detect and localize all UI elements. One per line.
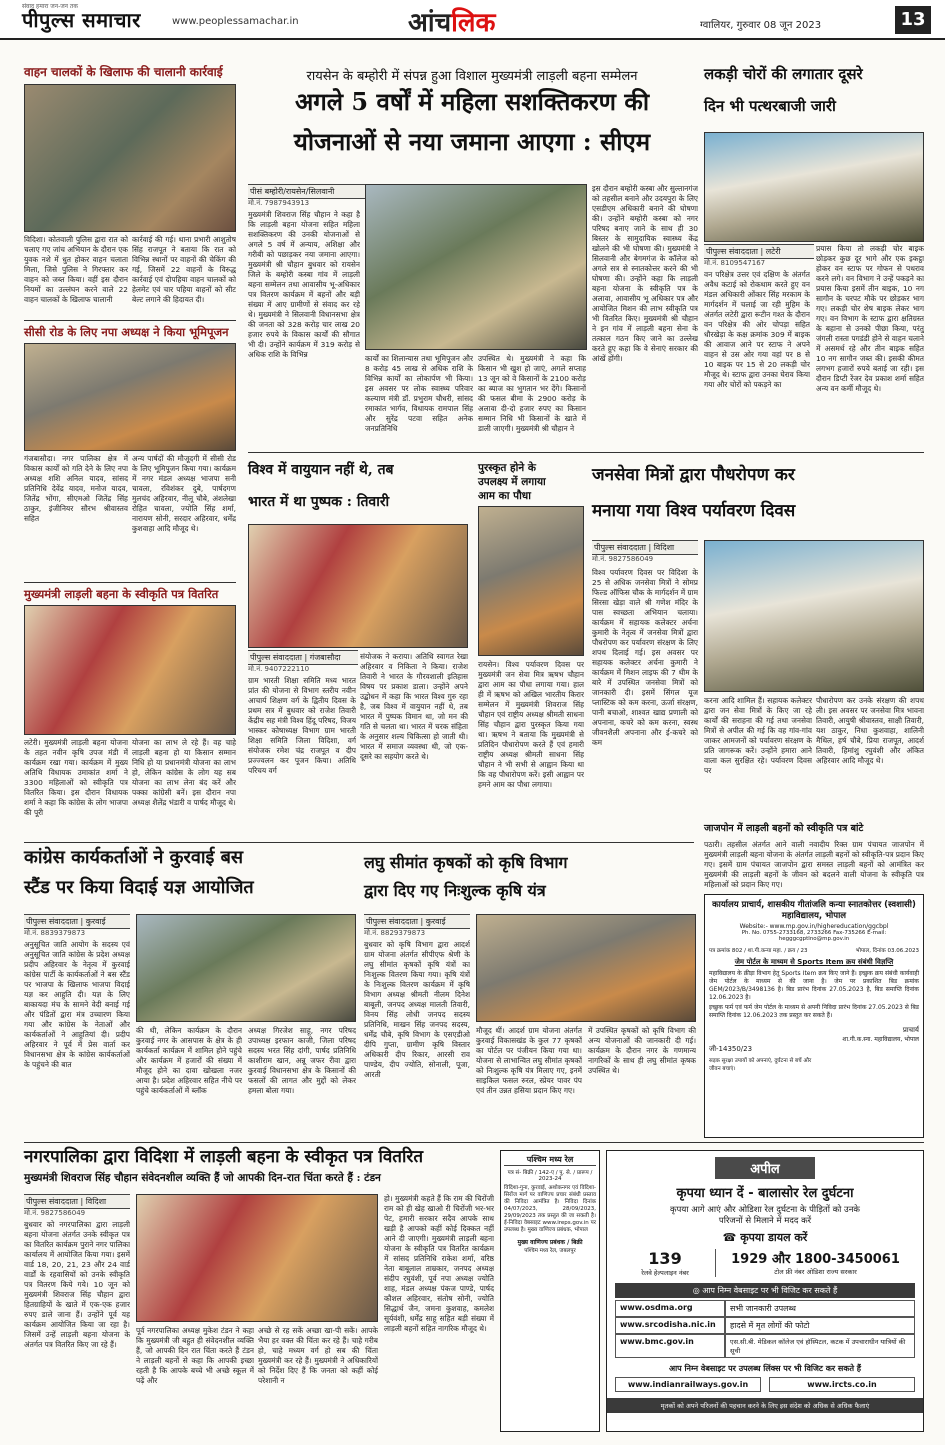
tender-ref-date: भोपाल, दिनांक 03.06.2023 (855, 948, 919, 954)
appeal-web-heading-text: आप निम्न वेबसाइट पर भी विजिट कर सकते हैं (702, 1286, 838, 1295)
story9-photo (136, 914, 356, 1022)
lead-col4: इस दौरान बम्होरी कस्बा और सुल्तानगंज को तहसील बनाने और उदयपुरा के लिए एसडीएम अधिकारी बनाने की घोषणा की। उन्होंने बम्होरी कस्बा को नगर परिषद बनाए जाने के साथ ही 30 बिस्तर के सामुदायिक स्वास्थ्य केंद्र खोलने की भी घोषणा की। मुख्यमंत्री ने सिलवानी और बेगमगंज के कॉलेज को अगले सत्र से स्नातकोत्तर करने की भी घोषणा की। उन्होंने कहा कि लाड़ली बहना योजना के स्वीकृति पत्र के अलावा, आवासीय भू अधिकार पत्र और आयोजित मिशन की लाभ स्वीकृति पत्र भी वितरित किए। मुख्यमंत्री श्री चौहान ने इन गांव में लाड़ली बहना सेना के तत्काल गठन किए जाने का उल्लेख करते हुए कहा कि वे सेनाएं सरकार की आंखें होंगी। (592, 184, 698, 363)
story11-mo: मो.नं. 9827586049 (24, 1209, 86, 1217)
lead-headline-2: योजनाओं से नया जमाना आएगा : सीएम (293, 127, 651, 156)
story5-col2: संयोजक ने कराया। अतिथि स्वागत रेखा अहिरवार व निकिता ने किया। राजेश तिवारी ने भारत के गौरवशाली इतिहास विषय पर प्रकाश डाला। उन्होंने अपने उद्बोधन में कहा कि भारत विश्व गुरु रहा है, जब विश्व में वायुयान नहीं थे, तब भारत में पुष्पक विमान था, जो मन की गति से चलता था। भारत में चरक संहिता के अनुसार शल्य चिकित्सा हो जाती थी। भारत में समाज व्यवस्था थी, जो एक-दूसरे का सहयोग करते थे। (360, 652, 468, 761)
story11-subhead: मुख्यमंत्री शिवराज सिंह चौहान संवेदनशील व्यक्ति हैं जो आपकी दिन-रात चिंता करते हैं : टंडन (24, 1172, 381, 1184)
appeal-headline: कृपया ध्यान दें - बालासोर रेल दुर्घटना (676, 1186, 854, 1201)
tender-code: जी-14350/23 (709, 1045, 753, 1053)
story8-headline: जाजपोन में लाड़ली बहनों को स्वीकृति पत्र बांटे (704, 823, 864, 834)
story6-kicker-3: आम का पौधा (478, 490, 531, 502)
story6-kicker-1: पुरस्कृत होने के (478, 462, 536, 474)
story4-headline-2: दिन भी पत्थरबाजी जारी (704, 97, 836, 115)
story10-headline-2: द्वारा दिए गए निःशुल्क कृषि यंत्र (364, 881, 546, 900)
web-site-1[interactable]: www.osdma.org (615, 1300, 725, 1317)
lead-col2: कार्यों का शिलान्यास तथा भूमिपूजन और 8 करोड़ 45 लाख से अधिक राशि के विभिन्न कार्यों का लोकार्पण भी किया। इस अवसर पर लोक स्वास्थ्य परिवार कल्याण मंत्री डॉ. प्रभुराम चौधरी, सांसद रमाकांत भार्गव, विधायक रामपाल सिंह और सुरेंद्र पटवा सहित अनेक जनप्रतिनिधि (365, 354, 473, 433)
story9-headline-2: स्टैंड पर किया विदाई यज्ञ आयोजित (24, 877, 254, 898)
story7-reporter: पीपुल्स संवाददाता (594, 543, 646, 552)
railway-footer2: पश्चिम मध्य रेल, जबलपुर (524, 1248, 576, 1254)
railway-footer: मुख्य वाणिज्य प्रबंधक / बिक्री (517, 1239, 583, 1246)
divider (24, 842, 694, 843)
story3-photo (24, 605, 236, 735)
globe-icon: ◎ (692, 1286, 703, 1295)
story2-photo (24, 343, 236, 451)
tender-ref-no: पत्र क्रमांक 802 / शा.गी.कन्या महा. / क्रय / 23 (709, 948, 808, 954)
story5-byline: पीपुल्स संवाददाता | गंजबासौदा (248, 650, 358, 665)
phone-icon: ☎ (722, 1231, 741, 1244)
story2-col1: गंजबासौदा। नगर पालिका क्षेत्र में विकास कार्यों को गति देने के लिए नपा अध्यक्ष शशि अनिल यादव, सांसद प्रतिनिधि देवेंद्र यादव, मनोज यादव, जितेंद्र भोंगा, सीएमओ जितेंद्र सिंह ठाकुर, इंजीनियर सौरभ श्रीवास्तव सहित (24, 454, 128, 523)
story6-photo (478, 506, 584, 656)
story1-photo (24, 84, 236, 232)
story7-col1: विश्व पर्यावरण दिवस पर विदिशा के 25 से अधिक जनसेवा मित्रों ने सोमप्र फिल्ड ऑफिस चौक के मार्गदर्शन में ग्राम सिरसा खेड़ा वाले श्री गणेश मंदिर के पास स्वच्छता अभियान चलाया। कार्यक्रम में सहायक कलेक्टर अर्चना कुमारी के नेतृत्व में जनसेवा मित्रों द्वारा पौधरोपण कर पर्यावरण संरक्षण के लिए शपथ दिलाई गई। इस अवसर पर सहायक कलेक्टर अर्चना कुमारी ने कार्यक्रम में मिशन लाइफ की 7 थीम के बारे में उपस्थित जनसेवा मित्रों को जानकारी दी। इसमें सिंगल यूज प्लास्टिक को कम करना, ऊर्जा संरक्षण, पानी बचाओ, शाश्वत खाद्य प्रणाली को अपनाना, कचरे को कम करना, स्वस्थ जीवनशैली अपनाना और ई-कचरे को कम (592, 568, 698, 747)
railway-notice (500, 1150, 600, 1432)
appeal-helpline-row (615, 1249, 915, 1277)
appeal-dial (607, 1230, 923, 1245)
story7-col3: पौधारोपण कर उनके संरक्षण की शपथ ली। इस अवसर पर जनसेवा मित्र भावना तिवारी, आयुषी श्रीवास्तव, साक्षी तिवारी, यश ठाकुर, निधा कुशवाहा, शालिनी मैथिल, हर्ष चौबे, प्रिया राजपूत, आदर्श तिवारी, हिमांशु रघुवंशी और अंकित अहिरवार आदि मौजूद थे। (816, 696, 924, 765)
helpline-label-1: रेलवे हेल्पलाइन नंबर (641, 1269, 689, 1277)
story11-byline: पीपुल्स संवाददाता | विदिशा (24, 1194, 130, 1209)
section-title-b: लिक (451, 8, 496, 38)
story2-headline: सीसी रोड के लिए नपा अध्यक्ष ने किया भूमिपूजन (24, 325, 229, 339)
story9-byline: पीपुल्स संवाददाता | कुरवाई (24, 914, 130, 929)
story1-headline: वाहन चालकों के खिलाफ की चालानी कार्रवाई (24, 65, 223, 79)
tender-ad (704, 894, 924, 1138)
story11-place: विदिशा (85, 1197, 107, 1206)
story11-col1: बुधवार को नगरपालिका द्वारा लाड़ली बहना योजना अंतर्गत उनके स्वीकृत पत्र का वितरित कार्यक्रम पुराने नगर पालिका कार्यालय में आयोजित किया गया। इसमें वार्ड 18, 20, 21, 23 और 24 वार्ड वार्डों के रहवासियों को उनके स्वीकृति पत्र वितरण किये गये। 10 जून को मुख्यमंत्री शिवराज सिंह चौहान द्वारा हितग्राहियों के खाते में एक-एक हजार रुपए डाले जाना हैं। उन्होंने पूर्व यह कार्यक्रम आयोजित किया जा रहा है। जिसमें उन्हें लाड़ली बहना योजना के अंतर्गत पत्र वितरित किए जा रहे हैं। (24, 1220, 130, 1349)
tender-ref-row (709, 946, 919, 954)
appeal-web-heading (615, 1283, 915, 1298)
divider (24, 320, 236, 321)
railway-body: विदिशा-गुना, कुरवाई, अशोकनगर एवं विदिशा-सिरोंज मार्ग पर वाणिज्य प्रचार संबंधी प्रस्ताव की निविदा आमंत्रित है। निविदा दिनांक 04/07/2023, 28/09/2023, 29/09/2023 तक प्रस्तुत की जा सकती है। ई-निविदा वेबसाइट www.ireps.gov.in पर उपलब्ध है। मुख्य वाणिज्य प्रबंधक, भोपाल (504, 1185, 596, 1233)
lead-mo: मो.नं. 7987943913 (248, 199, 310, 207)
lead-headline-1: अगले 5 वर्षों में महिला सशक्तिकरण की (294, 87, 650, 116)
story9-reporter: पीपुल्स संवाददाता (26, 917, 78, 926)
appeal-ad (606, 1150, 924, 1432)
tender-signer2: शा.गी.क.स्ना. महाविद्यालय, भोपाल (842, 1036, 919, 1043)
appeal-web-row (615, 1317, 915, 1334)
page-number: 13 (895, 6, 931, 34)
helpline-number-2: 1929 और 1800-3450061 (731, 1252, 900, 1267)
story3-headline: मुख्यमंत्री लाड़ली बहना के स्वीकृति पत्र वितरित (24, 587, 219, 601)
railway-title: पश्चिम मध्य रेल (504, 1154, 596, 1166)
story11-photo (136, 1194, 378, 1322)
story10-mo: मो.नं. 8829379873 (364, 929, 426, 937)
story7-headline-1: जनसेवा मित्रों द्वारा पौधरोपण कर (592, 465, 795, 485)
story4-col2: प्रयास किया तो लकड़ी चोर बाइक छोड़कर कुछ दूर भागे और एक इकट्ठा होकर वन स्टाफ पर गोफन से पथराव करने लगे। वन विभाग ने उन्हें पकड़ने का प्रयास किया इसमें तीन बाइक, 10 नग सागौन के चरपट मौके पर छोड़कर भाग गए। लकड़ी चोर शेष बाइक लेकर भाग गए। वन विभाग के स्टाफ द्वारा क्षतिग्रस्त के बहाना से उनको पीछा किया, परंतु जंगली रास्ता पगडंडी होने से वाहन चलाने में असमर्थ रहे और तीन बाइक सहित 10 नग सागौन जब्त की। इसकी कीमत लगभग हजारों रुपये बताई जा रही। इस दौरान डिप्टी रेंजर देव प्रकाश शर्मा सहित अन्य वन कर्मी मौजूद थे। (816, 244, 924, 393)
story4-mo: मो.नं. 8109547167 (704, 259, 766, 267)
story4-byline: पीपुल्स संवाददाता | लटेरी (704, 244, 814, 259)
story7-byline: पीपुल्स संवाददाता | विदिशा (592, 540, 698, 555)
story9-mo: मो.नं. 8839379873 (24, 929, 86, 937)
website-url[interactable]: www.peoplessamachar.in (172, 16, 299, 27)
dateline: ग्वालियर, गुरुवार 08 जून 2023 (700, 20, 822, 31)
story10-col1: बुधवार को कृषि विभाग द्वारा आदर्श ग्राम योजना अंतर्गत सीपीएफ श्रेणी के लघु सीमांत कृषकों कृषि यंत्रों का निःशुल्क वितरण किया गया। कृषि यंत्रों के निःशुल्क वितरण कार्यक्रम में कृषि विभाग अध्यक्ष श्रीमती नीलम दिनेश बाबूली, जनपद अध्यक्ष मालती तिवारी, विनय सिंह लोधी जनपद सदस्य प्रतिनिधि, माखन सिंह जनपद सदस्य, धर्मेंद्र चौबे, कृषि विभाग के एसएडीओ दीपि गुप्ता, ग्रामीण कृषि विस्तार अधिकारी दीप रिकार, आरसी राव पाण्डेय, दीप ज्योति, सोनाली, पूजा, आरती (364, 940, 470, 1079)
section-title-a: आंच (408, 8, 452, 38)
helpline-number-1: 139 (648, 1249, 682, 1268)
story10-headline-1: लघु सीमांत कृषकों को कृषि विभाग (364, 853, 568, 872)
tender-road-safety: सड़क सुरक्षा उपायों को अपनाएं, दुर्घटना से बचें और जीवन बचाएं। (709, 1058, 812, 1072)
appeal-title: अपील (715, 1157, 815, 1179)
story6-kicker-2: उपलक्ष्य में लगाया (478, 476, 546, 488)
story4-place: लटेरी (765, 247, 781, 256)
story9-col3: अध्यक्ष गिरजेश साहू, नगर परिषद उपाध्यक्ष इरफान काजी, जिला परिषद सदस्य भरत सिंह दांगी, पार्षद प्रतिनिधि काशीराम खान, अन्नू जफर रीवा द्वारा कुरवाई विधानसभा क्षेत्र के किसानों की फसलों की लागत और मुद्दों को लेकर हमला बोला गया। (248, 1026, 356, 1095)
tender-subject: जेम पोर्टल के माध्यम से Sports Item क्रय संबंधी विज्ञप्ति (734, 958, 894, 966)
story10-photo (476, 914, 696, 1022)
story3-col2: योजना का लाभ ले रहे हैं। वह चाहे लाड़ली बहना हो या किसान सम्मान निधि हो या प्रधानमंत्री योजना का लाभ हो, लेकिन कांग्रेस के लोग यह सब योजना का लाभ लेना बंद करें और पक्का कांग्रेसी बनें। इस दौरान नपा अध्यक्ष शैलेंद्र भंडारी व पार्षद मौजूद थे। (132, 738, 236, 807)
tender-signer: प्राचार्य (902, 1026, 919, 1034)
story2-col2: अन्य पार्षदों की मौजूदगी में सीसी रोड के लिए भूमिपूजन किया गया। कार्यक्रम में नगर मंडल अध्यक्ष भाजपा सनी चावला, रविशंकर दुबे, पार्षदगण मुलचंद अहिरवार, नीलू चौबे, अंशलेखा रोहित चावला, ज्योति सिंह शर्मा, नारायण सोनी, सरदार अहिरवार, धर्मेंद्र कुशवाहा आदि मौजूद थे। (132, 454, 236, 533)
appeal-helpline-1[interactable] (615, 1249, 715, 1277)
appeal-helpline-2[interactable] (715, 1249, 915, 1277)
tender-body2: इच्छुक फर्म एवं फर्म जेम पोर्टल के माध्यम से अपनी निविदा प्रारंभ दिनांक 27.05.2023 से बिड समाप्ति दिनांक 12.06.2023 तक प्रस्तुत कर सकते हैं। (709, 1004, 919, 1019)
appeal-web-heading-2: आप निम्न वेबसाइट पर उपलब्ध लिंक्स पर भी विजिट कर सकते हैं (668, 1364, 862, 1373)
link-ircts[interactable]: www.ircts.co.in (769, 1377, 915, 1392)
web-desc-1: सभी जानकारी उपलब्ध (725, 1300, 915, 1317)
story7-col2: करना आदि शामिल हैं। सहायक कलेक्टर द्वारा जन सेवा मित्रों के किए जा रहे कार्यों की सराहना की गई तथा जनसेवा मित्रों से अपील की गई कि वह गांव-गांव जाकर आमजनों को पर्यावरण संरक्षण के प्रति जागरूक करें। उन्होंने हमारा आने वाला कल सुरक्षित रहे। पर्यावरण दिवस पर (704, 696, 812, 775)
web-site-2[interactable]: www.srcodisha.nic.in (615, 1317, 725, 1334)
tender-title: कार्यालय प्राचार्य, शासकीय गीतांजलि कन्या स्नातकोत्तर (स्वशासी) महाविद्यालय, भोपाल (712, 900, 916, 921)
story9-col1: अनुसूचित जाति आयोग के सदस्य एवं अनुसूचित जाति कांग्रेस के प्रदेश अध्यक्ष प्रदीप अहिरवार के नेतृत्व में कुरवाई कांग्रेस पार्टी के कार्यकर्ताओं ने बस स्टैंड पर भाजपा के खिलाफ भाजपा विदाई यज्ञ कर आहुति दी। यज्ञ के लिए बाकायदा मंच के सामने वेदी बनाई गई और पंडितों द्वारा मंत्र उच्चारण किया गया और कांग्रेस के नेताओं और कार्यकर्ताओं ने आहुतियां दी। प्रदीप अहिरवार ने पूर्व में प्रेस वार्ता कर विधानसभा क्षेत्र के कांग्रेस कार्यकर्ताओं के पहुंचने की बात (24, 940, 130, 1069)
story11-headline: नगरपालिका द्वारा विदिशा में लाड़ली बहना के स्वीकृत पत्र वितरित (24, 1147, 424, 1167)
story7-mo: मो.नं. 9827586049 (592, 555, 654, 563)
divider (248, 452, 924, 453)
story11-reporter: पीपुल्स संवाददाता (26, 1197, 78, 1206)
web-desc-3: एस.सी.बी. मेडिकल कॉलेज एवं हॉस्पिटल, कटक में उपचाराधीन यात्रियों की सूची (725, 1334, 915, 1358)
story5-place: गंजबासौदा (309, 653, 341, 662)
story5-headline-1: विश्व में वायुयान नहीं थे, तब (248, 462, 394, 478)
lead-col1: मुख्यमंत्री शिवराज सिंह चौहान ने कहा है कि लाड़ली बहना योजना सहित महिला सशक्तिकरण की उनकी योजनाओं से अगले 5 वर्ष में अन्याय, अशिक्षा और गरीबी को पछाड़कर नया जमाना आएगा। मुख्यमंत्री श्री चौहान बुधवार को रायसेन जिले के बम्होरी कस्बा गांव में लाड़ली बहना सम्मेलन तथा आवासीय भू-अधिकार पत्र वितरण कार्यक्रम में बहनों और बड़ी संख्या में आए ग्रामीणों से संवाद कर रहे थे। मुख्यमंत्री ने सिलवानी विधानसभा क्षेत्र की जनता को 328 करोड़ चार लाख 20 हजार रुपये के विकास कार्यों की सौगात भी दी। उन्होंने कार्यक्रम में 319 करोड़ से अधिक राशि के विभिन्न (248, 210, 360, 359)
story5-headline-2: भारत में था पुष्पक : तिवारी (248, 494, 390, 510)
story11-col3: अच्छे से रह सकें अच्छा खा-पी सकें। आपके भैया हर वक्त की चिंता कर रहे हैं। चाहे गरीब हो, चाहे मध्यम वर्ग हो सब की चिंता मुख्यमंत्री कर रहे हैं। मुख्यमंत्री ने अधिकारियों को निर्देश दिए हैं कि जनता को कहीं कोई परेशानी न (258, 1326, 378, 1385)
helpline-label-2: टोल फ्री नंबर ओडिशा राज्य सरकार (774, 1268, 857, 1276)
tender-website[interactable]: Website:- www.mp.gov.in/highereducation/ggcbpl (739, 923, 889, 930)
appeal-footer: मृतकों को अपने परिजनों की पहचान करने के लिए इस संदेश को अधिक से अधिक फैलाएं (607, 1398, 923, 1413)
appeal-line1: कृपया आगे आएं और ओडिशा रेल दुर्घटना के पीड़ितों को उनके (670, 1205, 860, 1215)
story1-col2: कार्रवाई की गई। थाना प्रभारी आशुतोष सिंह राजपूत ने बताया कि रात को विभिन्न स्थानों पर वाहनों की चेकिंग की गई, जिसमें 22 वाहनों के विरुद्ध कार्रवाई एवं दोपहिया वाहन चालकों को हेलमेट एवं चार पहिया वाहनों को सीट बेल्ट लगाने की हिदायत दी। (132, 235, 236, 304)
story5-photo (248, 524, 468, 648)
story10-reporter: पीपुल्स संवाददाता (366, 917, 418, 926)
divider (24, 1142, 924, 1143)
story7-headline-2: मनाया गया विश्व पर्यावरण दिवस (592, 501, 796, 521)
railway-sub: पत्र सं- बिक्री / 142-ए / पु. से. / प्रारूप / 2023-24 (507, 1170, 593, 1182)
story10-col3: में उपस्थित कृषकों को कृषि विभाग की अन्य योजनाओं की जानकारी दी गई। कार्यक्रम के दौरान नगर के गणमान्य नागरिकों के साथ ही लघु सीमांत कृषक उपस्थित थे। (588, 1026, 696, 1075)
divider (24, 582, 236, 583)
story10-byline: पीपुल्स संवाददाता | कुरवाई (364, 914, 470, 929)
appeal-line2: परिजनों से मिलाने में मदद करें (718, 1216, 812, 1226)
story4-col1: वन परिक्षेत्र उत्तर एवं दक्षिण के अंतर्गत अवैध कटाई को रोकथाम करते हुए वन मंडल अधिकारी ओंकार सिंह मरकाम के मार्गदर्शन में चलाई जा रही मुहिम के अंतर्गत लटेरी द्वारा रूटीन गश्त के दौरान वन परिक्षेत्र की ओर चोपड़ा सहित धौरखेड़ा के कक्ष क्रमांक 309 में बाइक की आवाज आने पर स्टाफ ने अपने वाहन से उस ओर गया वहां पर 8 से 10 बाइक पर 15 से 20 लकड़ी चोर मौजूद थे। स्टाफ द्वारा उनका घेराव किया गया और चोरों को पकड़ने का (704, 270, 810, 389)
story10-place: कुरवाई (425, 917, 446, 926)
story5-col1: ग्राम भारती शिक्षा समिति मध्य भारत प्रांत की योजना से विभाग स्तरीय नवीन आचार्य शिक्षण वर्ग के द्वितीय दिवस के प्रथम सत्र में बुधवार को राजेश तिवारी केंद्रीय सह मंत्री विश्व हिंदू परिषद, विजय भास्कर कोषाध्यक्ष विभाग ग्राम भारती शिक्षा समिति जिला विदिशा, वर्ग संयोजक रमेश चंद्र राजपूत व दीप प्रज्ज्वलन कर पूजन किया। अतिथि परिचय वर्ग (248, 676, 356, 775)
story4-headline-1: लकड़ी चोरों की लगातार दूसरे (704, 65, 863, 83)
lead-col3: उपस्थित थे। मुख्यमंत्री ने कहा कि किसान भी खुश हो जाएं, अगले सप्ताह 13 जून को वे किसानों के 2100 करोड़ का ब्याज का भुगतान भर देंगे। किसानों की फसल बीमा के 2900 करोड़ के अलावा दी-दो हजार रुपए का किसान सम्मान निधि भी किसानों के खाते में डाली जाएगी। मुख्यमंत्री श्री चौहान ने (478, 354, 586, 433)
link-indianrailways[interactable]: www.indianrailways.gov.in (615, 1377, 761, 1392)
story11-col2: पूर्व नगरपालिका अध्यक्ष मुकेश टंडन ने कहा कि मुख्यमंत्री जी बहुत ही संवेदनशील व्यक्ति हैं, जो आपकी दिन रात चिंता करते हैं टंडन ने लाड़ली बहनों से कहा कि आपकी इच्छा रहती है कि आपके बच्चे भी अच्छे स्कूल में पढ़ें और (136, 1326, 254, 1385)
story3-col1: लटेरी। मुख्यमंत्री लाड़ली बहना योजना के तहत नवीन कृषि उपज मंडी में कार्यक्रम रखा गया। कार्यक्रम में मुख्य अतिथि विधायक उमाकांत शर्मा ने 3300 महिलाओं को स्वीकृति पत्र वितरित किया। इस दौरान विधायक शर्मा ने कहा कि कांग्रेस के लोग भाजपा की पूरी (24, 738, 128, 817)
story9-place: कुरवाई (85, 917, 106, 926)
logo-tagline: संवाद हमारा जन-जन तक (22, 3, 78, 10)
lead-photo (365, 184, 587, 350)
story8-body: पठारी। तहसील अंतर्गत आने वाली नवादीय रिक्त ग्राम पंचायत जाजपोन में मुख्यमंत्री लाड़ली बहना योजना के अंतर्गत लाड़ली बहनों को स्वीकृति-पत्र प्रदान किए गए। इसमें ग्राम पंचायत जाजपोन द्वारा समस्त लाड़ली बहनों को आमंत्रित कर मुख्यमंत्री की लाड़ली बहनों के जीवन को बदलने वाली योजना के स्वीकृति पत्र महिलाओं को प्रदान किए गए। (704, 840, 924, 889)
story5-mo: मो.नं. 9407222110 (248, 665, 310, 673)
story10-col2: मौजूद थीं। आदर्श ग्राम योजना अंतर्गत कुरवाई विकासखंड के कुल 77 कृषकों का पोर्टल पर पंजीयन किया गया था। योजना से लाभान्वित लघु सीमांत कृषकों को निःशुल्क कृषि यंत्र मिलाए गए, इनमें साइकिल फसल रुरल, स्प्रेयर पावर पंप एवं तीन उन्नत हसिया प्रदान किए गए। (476, 1026, 582, 1095)
appeal-web-row (615, 1334, 915, 1358)
appeal-web-table (615, 1300, 915, 1358)
story4-reporter: पीपुल्स संवाददाता (706, 247, 758, 256)
tender-body: महाविद्यालय के क्रीड़ा विभाग हेतु Sports Item क्रय किए जाने हैं। इच्छुक क्रय संबंधी कार्यवाही जेम पोर्टल के माध्यम से की जाना है। जेम पर प्रकाशित बिड क्रमांक GEM/2023/B/3498136 है। बिड प्रारंभ दिनांक 27.05.2023 है, बिड समाप्ति दिनांक 12.06.2023 है। (709, 970, 919, 1001)
story9-col2: की थी, लेकिन कार्यक्रम के दौरान कुरवाई नगर के आसपास के क्षेत्र के ही कार्यकर्ता कार्यक्रम में शामिल होने पहुंचे और कार्यक्रम में हजारों की संख्या में मौजूद होने का दावा खोखला नजर आया है। प्रदेश अहिरवार सहित नीचे पर पहुंचे कार्यकर्ताओं में ब्लॉक (136, 1026, 242, 1095)
story6-col1: रायसेन। विश्व पर्यावरण दिवस पर मुख्यमंत्री जन सेवा मित्र ऋषभ चौहान द्वारा आम का पौधा लगाया गया। हाल ही में ऋषभ को अखिल भारतीय किरार सम्मेलन में मुख्यमंत्री शिवराज सिंह चौहान एवं राष्ट्रीय अध्यक्ष श्रीमती साधना सिंह चौहान द्वारा पुरस्कृत किया गया था। ऋषभ ने बताया कि मुख्यमंत्री से प्रतिदिन पौधारोपण करते हैं एवं हमारी राष्ट्रीय अध्यक्ष श्रीमती साधना सिंह चौहान ने भी सभी से आह्वान किया था कि वह पौधारोपण करें। इसी आह्वान पर हमने आम का पौधा लगाया। (478, 660, 584, 789)
appeal-web-row (615, 1300, 915, 1317)
story1-col1: विदिशा। कोतवाली पुलिस द्वारा रात को चलाए गए जांच अभियान के दौरान एक युवक नशे में धुत होकर वाहन चलाता मिला, जिसे पुलिस ने गिरफ्तार कर वाहन को जब्त किया। वहीं इस दौरान नियमों का उल्लंघन करने वाले 22 वाहन चालकों के खिलाफ चालानी (24, 235, 128, 304)
web-desc-2: हादसे में मृत लोगों की फोटो (725, 1317, 915, 1334)
story5-reporter: पीपुल्स संवाददाता (250, 653, 302, 662)
section-title (408, 3, 495, 39)
web-site-3[interactable]: www.bmc.gov.in (615, 1334, 725, 1358)
appeal-links (615, 1377, 915, 1392)
lead-kicker: रायसेन के बम्होरी में संपन्न हुआ विशाल मुख्यमंत्री लाड़ली बहना सम्मेलन (306, 69, 638, 84)
tender-phone: Ph. No. 0755-2733168, 2733266 Fax-735266 E-mail: hegggcgptlno@mp.gov.in (741, 930, 887, 942)
story11-col4: हो। मुख्यमंत्री कहते हैं कि राम की चिरोंजी राम को ही खेह खाओ री चिरोंजी भर-भर पेट, हमारी सरकार सदैव आपके साथ खड़ी है आपको कहीं कोई दिक्कत नहीं आने दी जाएगी। मुख्यमंत्री लाड़ली बहना योजना के स्वीकृति पत्र वितरित कार्यक्रम में सांसद प्रतिनिधि राकेश शर्मा, वरिष्ठ नेता बाबूलाल ताम्रकार, जनपद अध्यक्ष संदीप रघुवंशी, पूर्व नपा अध्यक्ष ज्योति शाह, मंडल अध्यक्ष पंकज पाण्डे, पार्षद कौशल अहिरवार, संतोष सोनी, ज्योति सिद्धार्थ जैन, जमना कुशवाह, कमलेश सूर्यवंशी, धर्मेंद्र साहू सहित बड़ी संख्या में लाड़ली बहनों सहित नागरिक मौजूद थे। (384, 1194, 494, 1333)
newspaper-logo[interactable]: पीपुल्स समाचार (22, 8, 141, 32)
appeal-dial-text: कृपया डायल करें (740, 1231, 808, 1244)
story7-place: विदिशा (653, 543, 675, 552)
story9-headline-1: कांग्रेस कार्यकर्ताओं ने कुरवाई बस (24, 847, 244, 868)
story7-photo (704, 540, 924, 692)
story4-photo (704, 132, 924, 242)
lead-byline: पीसं बम्होरी/रायसेन/सिलवानी (248, 184, 368, 199)
